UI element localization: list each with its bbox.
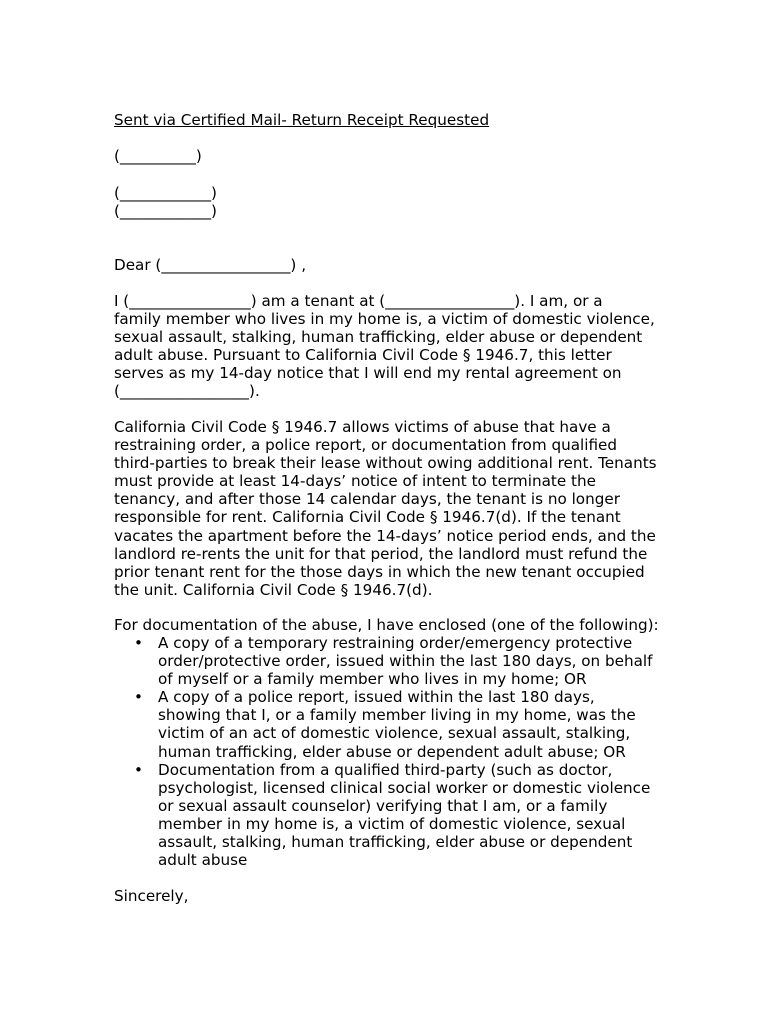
intro-line: I (________________) am a tenant at (_________________). I am, or a — [114, 292, 603, 310]
salutation: Dear (_________________) , — [114, 256, 307, 274]
law-line: restraining order, a police report, or documentation from qualified — [114, 436, 618, 455]
documentation-intro: For documentation of the abuse, I have enclosed (one of the following): — [114, 616, 659, 634]
list-item — [114, 688, 674, 760]
intro-line: family member who lives in my home is, a victim of domestic violence, — [114, 310, 655, 329]
intro-line: sexual assault, stalking, human trafficking, elder abuse or dependent — [114, 328, 643, 347]
bullet-icon: • — [134, 634, 143, 652]
law-line: landlord re-rents the unit for that period, the landlord must refund the — [114, 544, 648, 563]
list-item-line: psychologist, licensed clinical social worker or domestic violence — [158, 778, 651, 797]
law-line: responsible for rent. California Civil Code § 1946.7(d). If the tenant — [114, 508, 621, 527]
law-paragraph — [114, 418, 674, 599]
intro-paragraph — [114, 292, 674, 401]
bullet-icon: • — [134, 760, 143, 779]
list-item-line: A copy of a police report, issued within the last 180 days, — [158, 688, 595, 707]
list-item-line: victim of an act of domestic violence, sexual assault, stalking, — [158, 724, 631, 743]
intro-line: serves as my 14-day notice that I will end my rental agreement on — [114, 364, 622, 383]
bullet-icon: • — [134, 688, 143, 707]
law-line: third-parties to break their lease without owing additional rent. Tenants — [114, 454, 657, 473]
law-line: the unit. California Civil Code § 1946.7(d). — [114, 580, 433, 599]
list-item-line: assault, stalking, human trafficking, elder abuse or dependent — [158, 833, 633, 852]
intro-line: (_________________). — [114, 382, 260, 401]
list-item-line: order/protective order, issued within the last 180 days, on behalf — [158, 652, 653, 671]
law-line: tenancy, and after those 14 calendar days, the tenant is no longer — [114, 490, 620, 509]
list-item — [114, 761, 674, 870]
list-item-line: adult abuse — [158, 851, 248, 870]
intro-line: adult abuse. Pursuant to California Civil Code § 1946.7, this letter — [114, 346, 612, 365]
list-item-line: member in my home is, a victim of domestic violence, sexual — [158, 814, 626, 833]
law-line: California Civil Code § 1946.7 allows victims of abuse that have a — [114, 418, 611, 436]
list-item-line: Documentation from a qualified third-party (such as doctor, — [158, 760, 613, 779]
address-line-2-blank: (____________) — [114, 202, 217, 220]
law-line: vacates the apartment before the 14-days’ notice period ends, and the — [114, 526, 656, 545]
list-item-line: human trafficking, elder abuse or dependent adult abuse; OR — [158, 742, 626, 761]
recipient-name-blank: (__________) — [114, 147, 202, 165]
list-item-line: or sexual assault counselor) verifying that I am, or a family — [158, 796, 608, 815]
list-item-line: of myself or a family member who lives in my home; OR — [158, 670, 587, 689]
documentation-list — [114, 634, 674, 869]
law-line: must provide at least 14-days’ notice of intent to terminate the — [114, 472, 596, 491]
list-item-line: A copy of a temporary restraining order/emergency protective — [158, 634, 633, 652]
address-line-1-blank: (____________) — [114, 184, 217, 202]
list-item-line: showing that I, or a family member living in my home, was the — [158, 706, 636, 725]
law-line: prior tenant rent for the those days in which the new tenant occupied — [114, 562, 645, 581]
closing: Sincerely, — [114, 887, 189, 905]
list-item — [114, 634, 674, 688]
letter-heading: Sent via Certified Mail- Return Receipt Requested — [114, 111, 490, 129]
